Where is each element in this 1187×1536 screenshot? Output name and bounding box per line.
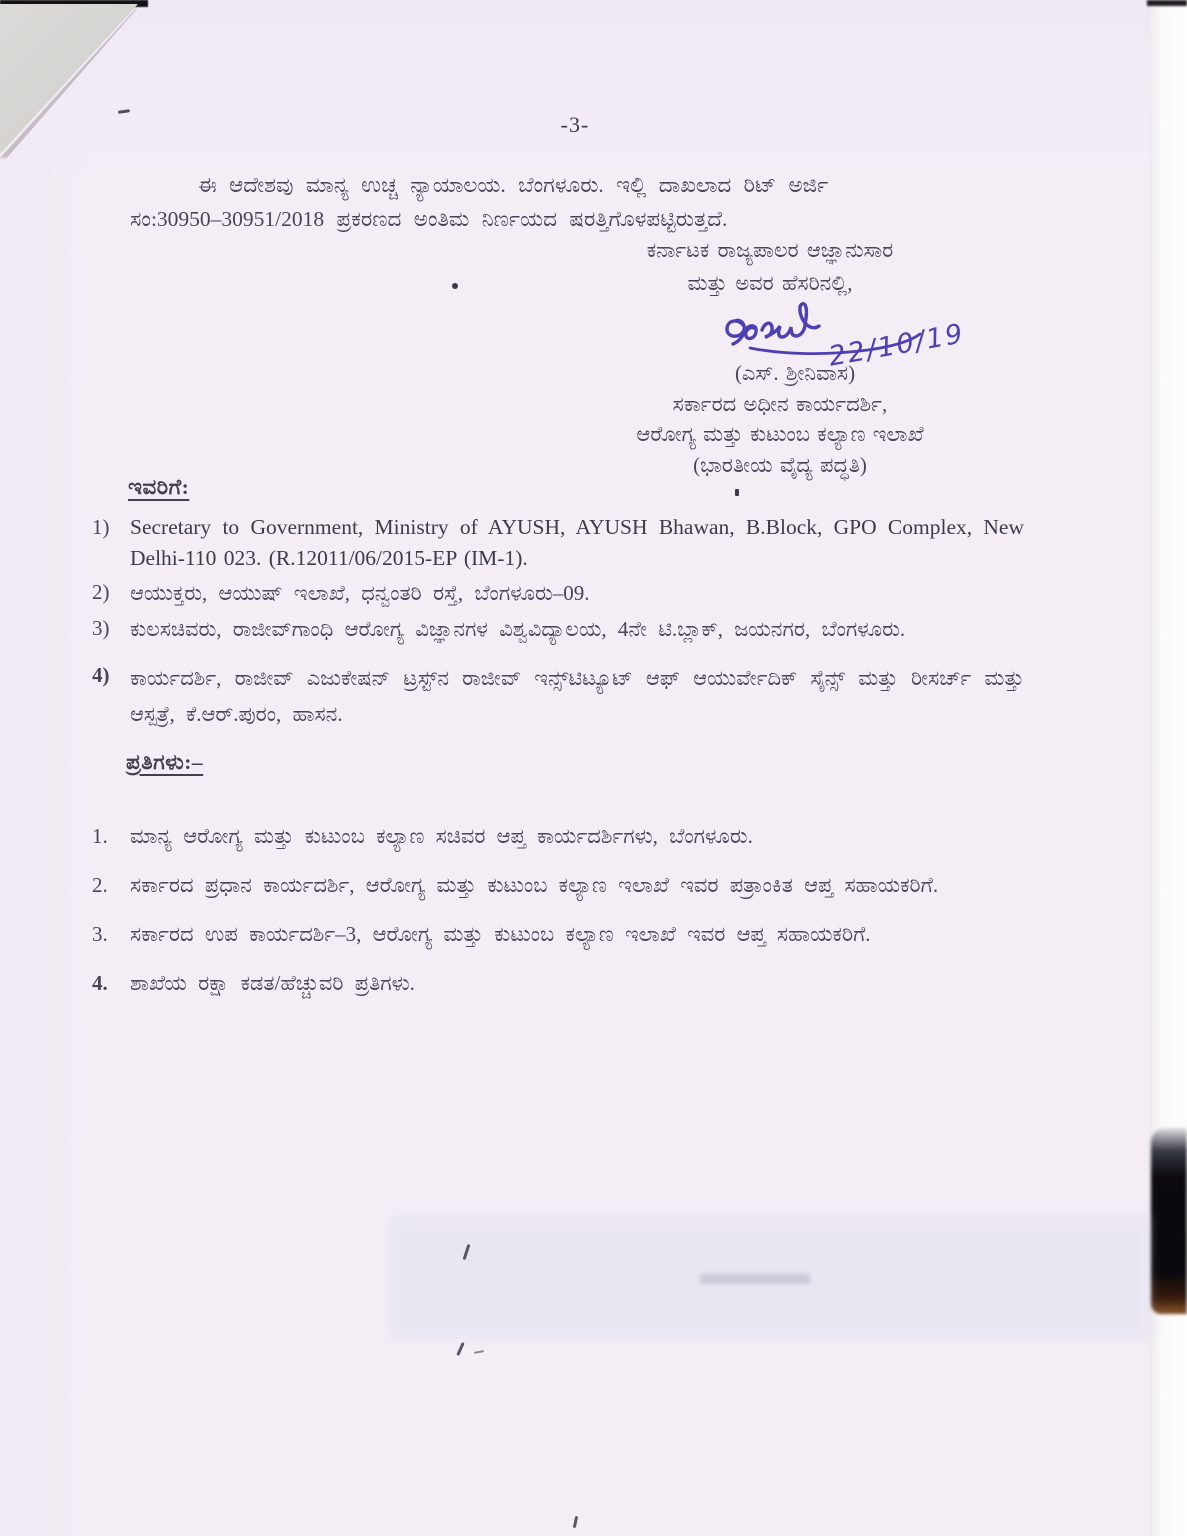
recipient-item [92, 577, 1024, 610]
copy-number: 4. [92, 971, 108, 995]
copy-item [92, 965, 1024, 1001]
scan-top-right-mark [1147, 0, 1187, 6]
recipient-text: ಆಯುಕ್ತರು, ಆಯುಷ್ ಇಲಾಖೆ, ಧನ್ವಂತರಿ ರಸ್ತೆ, ಬೆಂಗಳೂರು–09. [130, 581, 590, 605]
copy-number: 3. [92, 922, 108, 946]
copy-number: 1. [92, 824, 108, 848]
copy-item [92, 916, 1024, 952]
recipient-number: 4) [92, 663, 110, 687]
copy-item [92, 818, 1024, 854]
ink-speck [452, 283, 458, 289]
scan-dark-object [1151, 1128, 1187, 1314]
pen-mark-artifact [573, 1516, 578, 1528]
page-number: -3- [560, 112, 590, 137]
copy-number: 2. [92, 873, 108, 897]
recipient-item [92, 512, 1024, 574]
copies-list [92, 818, 1024, 1014]
handwritten-date: 22/10/19 [826, 318, 967, 373]
recipient-text: Secretary to Government, Ministry of AYUSH, AYUSH Bhawan, B.Block, GPO Complex, New Delhi-110 023. (R.12011/06/2015-EP (IM-1). [130, 515, 1024, 570]
pen-mark-artifact [474, 1350, 484, 1354]
authority-line-2: ಮತ್ತು ಅವರ ಹೆಸರಿನಲ್ಲಿ, [687, 271, 853, 295]
recipient-text: ಕಾರ್ಯದರ್ಶಿ, ರಾಜೀವ್ ಎಜುಕೇಷನ್ ಟ್ರಸ್ಟ್‌ನ ರಾಜೀವ್ ಇನ್ಸ್‌ಟಿಟ್ಯೂಟ್ ಆಫ್ ಆಯುರ್ವೇದಿಕ್ ಸೈನ್ಸ್ ಮತ್ತು ರೀಸರ್ಚ್ ಮತ್ತು ಆಸ್ಪತ್ರೆ, ಕೆ.ಆರ್.ಪುರಂ, ಹಾಸನ. [130, 666, 1024, 726]
signatory-block [520, 358, 1040, 480]
recipients-heading: ಇವರಿಗೆ: [128, 475, 190, 499]
copy-item [92, 867, 1024, 903]
paragraph-line-1: ಈ ಆದೇಶವು ಮಾನ್ಯ ಉಚ್ಚ ನ್ಯಾಯಾಲಯ. ಬೆಂಗಳೂರು. ಇಲ್ಲಿ ದಾಖಲಾದ ರಿಟ್ ಅರ್ಜಿ [198, 173, 829, 197]
recipient-number: 2) [92, 580, 110, 604]
pen-mark-artifact [456, 1342, 464, 1356]
authority-line-1: ಕರ್ನಾಟಕ ರಾಜ್ಯಪಾಲರ ಆಜ್ಞಾನುಸಾರ [646, 238, 894, 262]
ink-speck [735, 489, 739, 496]
copy-text: ಸರ್ಕಾರದ ಉಪ ಕಾರ್ಯದರ್ಶಿ–3, ಆರೋಗ್ಯ ಮತ್ತು ಕುಟುಂಬ ಕಲ್ಯಾಣ ಇಲಾಖೆ ಇವರ ಆಪ್ತ ಸಹಾಯಕರಿಗೆ. [130, 922, 871, 946]
recipient-number: 1) [92, 515, 110, 539]
signatory-department: ಆರೋಗ್ಯ ಮತ್ತು ಕುಟುಂಬ ಕಲ್ಯಾಣ ಇಲಾಖೆ [636, 422, 924, 446]
copies-heading: ಪ್ರತಿಗಳು:– [126, 750, 204, 774]
signatory-name: (ಎಸ್. ಶ್ರೀನಿವಾಸ) [734, 361, 856, 385]
copy-text: ಶಾಖೆಯ ರಕ್ಷಾ ಕಡತ/ಹೆಚ್ಚುವರಿ ಪ್ರತಿಗಳು. [130, 971, 415, 995]
recipients-list [92, 512, 1024, 735]
recipient-text: ಕುಲಸಚಿವರು, ರಾಜೀವ್‌ಗಾಂಧಿ ಆರೋಗ್ಯ ವಿಜ್ಞಾನಗಳ ವಿಶ್ವವಿದ್ಯಾಲಯ, 4ನೇ ಟಿ.ಬ್ಲಾಕ್, ಜಯನಗರ, ಬೆಂಗಳೂರು. [130, 617, 906, 641]
order-condition-paragraph [130, 168, 968, 236]
authority-block [430, 234, 1110, 300]
recipient-number: 3) [92, 616, 110, 640]
copy-text: ಸರ್ಕಾರದ ಪ್ರಧಾನ ಕಾರ್ಯದರ್ಶಿ, ಆರೋಗ್ಯ ಮತ್ತು ಕುಟುಂಬ ಕಲ್ಯಾಣ ಇಲಾಖೆ ಇವರ ಪತ್ರಾಂಕಿತ ಆಪ್ತ ಸಹಾಯಕರಿಗೆ. [130, 873, 939, 897]
signatory-designation: ಸರ್ಕಾರದ ಅಧೀನ ಕಾರ್ಯದರ್ಶಿ, [672, 391, 888, 416]
recipient-item [92, 660, 1024, 732]
paragraph-line-2: ಸಂ:30950–30951/2018 ಪ್ರಕರಣದ ಅಂತಿಮ ನಿರ್ಣಯದ ಷರತ್ತಿಗೊಳಪಟ್ಟಿರುತ್ತದೆ. [130, 207, 728, 231]
recipient-item [92, 613, 1024, 646]
faint-print-artifact [700, 1274, 810, 1284]
signatory-department-sub: (ಭಾರತೀಯ ವೈದ್ಯ ಪದ್ಧತಿ) [693, 452, 867, 477]
copy-text: ಮಾನ್ಯ ಆರೋಗ್ಯ ಮತ್ತು ಕುಟುಂಬ ಕಲ್ಯಾಣ ಸಚಿವರ ಆಪ್ತ ಕಾರ್ಯದರ್ಶಿಗಳು, ಬೆಂಗಳೂರು. [130, 824, 753, 848]
